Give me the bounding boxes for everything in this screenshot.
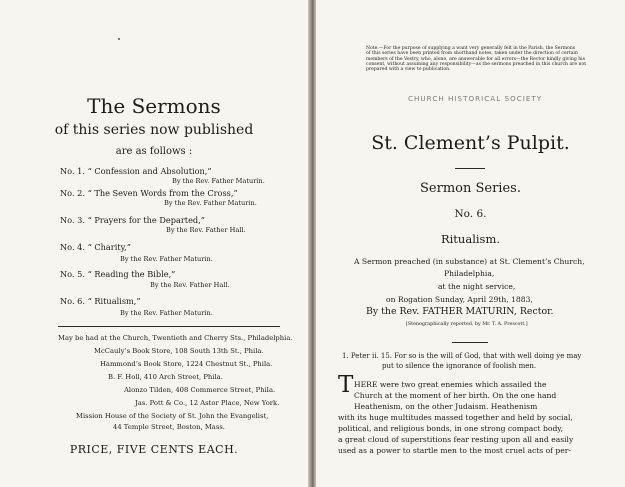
sermon-3-title: No. 3. “ Prayers for the Departed,” xyxy=(60,215,205,225)
library-stamp: CHURCH HISTORICAL SOCIETY xyxy=(408,94,543,103)
reporter-line: [Stenographically reported, by Mr. T. A. Prescott.] xyxy=(406,322,528,327)
note-line: prepared with a view to publication. xyxy=(366,67,451,73)
sermon-4-title: No. 4. “ Charity,” xyxy=(60,242,131,252)
note-line: of this series have been printed from shorthand notes, taken under the direction of certain xyxy=(366,51,578,57)
sermon-2-author: By the Rev. Father Maturin. xyxy=(164,199,257,207)
book-spine xyxy=(308,0,316,487)
availability-line-2: McCauly’s Book Store, 108 South 13th St., Phila. xyxy=(94,347,264,355)
sermon-4-author: By the Rev. Father Maturin. xyxy=(120,255,213,263)
sermon-5-title: No. 5. “ Reading the Bible,” xyxy=(60,269,176,279)
divider-rule xyxy=(58,326,280,327)
note-line: members of the Vestry, who, alone, are answerable for all errors—the Rector kindly giving his xyxy=(366,56,586,62)
series-title: Sermon Series. xyxy=(420,181,521,196)
sermon-6-title: No. 6. “ Ritualism,” xyxy=(60,296,141,306)
body-line-2: Church at the moment of her birth. On the one hand xyxy=(354,391,557,400)
left-page xyxy=(0,0,308,487)
body-line-3: Heathenism, on the other Judaism. Heathenism xyxy=(354,402,538,411)
availability-line-1: May be had at the Church, Twentieth and Cherry Sts., Philadelphia. xyxy=(58,334,293,342)
body-line-1: HERE were two great enemies which assailed the xyxy=(354,380,547,389)
price-line: PRICE, FIVE CENTS EACH. xyxy=(69,443,239,456)
body-line-4: with its huge multitudes massed together and held by social, xyxy=(338,413,573,422)
note-line: Note.—For the purpose of supplying a want very generally felt in the Parish, the Sermons xyxy=(366,46,576,51)
sermon-3-author: By the Rev. Father Hall. xyxy=(166,226,246,234)
sermon-1-author: By the Rev. Father Maturin. xyxy=(172,177,265,185)
preached-line-2: Philadelphia, xyxy=(444,269,495,278)
sermon-6-author: By the Rev. Father Maturin. xyxy=(120,309,213,317)
right-page xyxy=(316,0,625,487)
pulpit-title: St. Clement’s Pulpit. xyxy=(371,132,570,154)
availability-line-4: B. F. Holl, 410 Arch Street, Phila. xyxy=(108,373,223,381)
availability-line-3: Hammond’s Book Store, 1224 Chestnut St., Phila. xyxy=(100,360,273,368)
preacher-line: By the Rev. FATHER MATURIN, Rector. xyxy=(366,306,554,317)
preached-line-1: A Sermon preached (in substance) at St. Clement’s Church, xyxy=(354,257,585,266)
title-rule xyxy=(455,168,485,169)
body-line-5: political, and religious bonds, in one strong compact body, xyxy=(338,424,563,433)
section-rule xyxy=(452,342,488,343)
left-page-intro: are as follows : xyxy=(115,146,193,157)
sermon-subject: Ritualism. xyxy=(440,232,501,246)
preached-line-3: at the night service, xyxy=(438,282,516,291)
sermon-2-title: No. 2. “ The Seven Words from the Cross,” xyxy=(60,188,238,198)
drop-cap: T xyxy=(338,372,354,398)
availability-line-8: 44 Temple Street, Boston, Mass. xyxy=(113,423,225,431)
sermon-5-author: By the Rev. Father Hall. xyxy=(150,281,230,289)
left-page-title: The Sermons xyxy=(87,94,221,118)
ink-speck xyxy=(118,38,120,40)
scripture-line-2: put to silence the ignorance of foolish men. xyxy=(382,362,537,370)
publication-note xyxy=(366,46,609,72)
preached-line-4: on Rogation Sunday, April 29th, 1883, xyxy=(386,295,533,304)
availability-line-7: Mission House of the Society of St. John the Evangelist, xyxy=(76,412,269,420)
sermon-number: No. 6. xyxy=(454,208,487,220)
availability-line-6: Jas. Pott & Co., 12 Astor Place, New York. xyxy=(135,399,280,407)
scripture-line-1: 1. Peter ii. 15. For so is the will of God, that with well doing ye may xyxy=(342,352,582,360)
sermon-1-title: No. 1. “ Confession and Absolution,” xyxy=(60,166,212,176)
note-line: consent, without assuming any responsibility—as the sermons preached in this church are not xyxy=(366,61,587,67)
left-page-subtitle: of this series now published xyxy=(54,122,254,138)
body-line-6: a great cloud of superstitions fear resting upon all and easily xyxy=(338,435,574,444)
body-line-7: used as a power to startle men to the most cruel acts of per- xyxy=(338,446,571,455)
availability-line-5: Alonzo Tilden, 408 Commerce Street, Phila. xyxy=(124,386,276,394)
